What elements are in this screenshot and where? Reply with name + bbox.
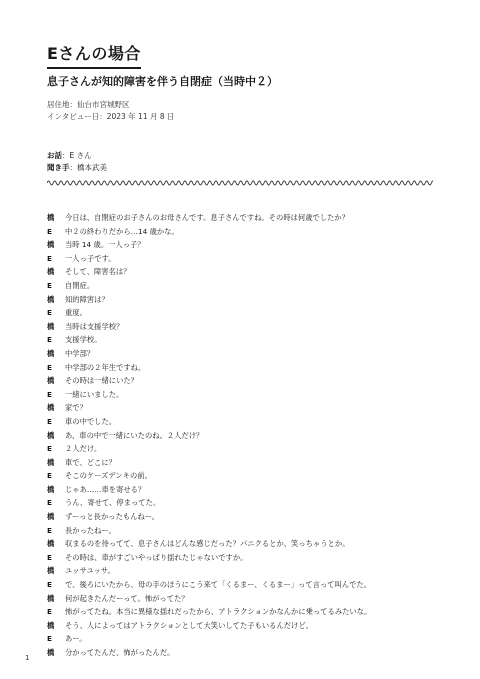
dialogue-line xyxy=(47,524,447,538)
dialogue-line xyxy=(47,361,447,375)
dialogue-text: 知的障害は？ xyxy=(65,294,109,304)
dialogue-line xyxy=(47,306,447,320)
dialogue-speaker: 橋 xyxy=(47,240,55,250)
dialogue-line xyxy=(47,456,447,470)
dialogue-speaker: 橋 xyxy=(47,376,55,386)
dialogue-speaker: E xyxy=(47,552,52,562)
page-number: 1 xyxy=(25,654,30,662)
dialogue-line xyxy=(47,225,447,239)
dialogue-speaker: 橋 xyxy=(47,620,55,630)
dialogue-line xyxy=(47,646,447,660)
dialogue-speaker: 橋 xyxy=(47,593,55,603)
page-title: Eさんの場合 xyxy=(47,41,141,69)
dialogue-line xyxy=(47,510,447,524)
dialogue-text: そして、障害名は？ xyxy=(65,267,131,277)
speaker-info xyxy=(47,150,92,161)
dialogue-speaker: E xyxy=(47,416,52,426)
dialogue-speaker: 橋 xyxy=(47,321,55,331)
dialogue-line xyxy=(47,496,447,510)
dialogue-line xyxy=(47,564,447,578)
dialogue-text: 今日は、自閉症のお子さんのお母さんです。息子さんですね。その時は何歳でしたか？ xyxy=(65,213,349,222)
dialogue-speaker: E xyxy=(47,362,52,372)
dialogue-line xyxy=(47,632,447,646)
dialogue-speaker: 橋 xyxy=(47,430,55,440)
interviewer-value: ：橋本武美 xyxy=(69,163,107,172)
dialogue-line xyxy=(47,442,447,456)
dialogue-text: 重度。 xyxy=(65,308,87,318)
interviewer-label: 聞き手 xyxy=(47,163,70,172)
dialogue-line xyxy=(47,252,447,266)
dialogue-text: 中学部？ xyxy=(65,348,95,358)
dialogue-speaker: E xyxy=(47,498,52,508)
dialogue-line xyxy=(47,551,447,565)
dialogue-speaker: E xyxy=(47,525,52,535)
dialogue-text: 支援学校。 xyxy=(65,335,102,345)
dialogue-speaker: 橋 xyxy=(47,348,55,358)
dialogue-speaker: 橋 xyxy=(47,457,55,467)
dialogue-text: 怖がってたね。本当に異様な揺れだったから、アトラクションかなんかに乗ってるみたいな。 xyxy=(65,607,372,617)
dialogue-line xyxy=(47,238,447,252)
dialogue-speaker: 橋 xyxy=(47,294,55,304)
dialogue-speaker: 橋 xyxy=(47,539,55,549)
dialogue-speaker: E xyxy=(47,253,52,263)
dialogue-speaker: E xyxy=(47,226,52,236)
dialogue-line xyxy=(47,347,447,361)
dialogue-text: 車の中でした。 xyxy=(65,416,117,426)
dialogue-text: ずーっと長かったもんねー。 xyxy=(65,512,160,522)
residence-text: 居住地：仙台市宮城野区 xyxy=(47,100,130,109)
dialogue-line xyxy=(47,293,447,307)
dialogue-line xyxy=(47,415,447,429)
dialogue-line xyxy=(47,592,447,606)
dialogue-speaker: E xyxy=(47,634,52,644)
dialogue-text: 長かったねー。 xyxy=(65,525,116,535)
dialogue-text: あ、車の中で一緒にいたのね。２人だけ？ xyxy=(65,430,204,440)
dialogue-speaker: E xyxy=(47,580,52,590)
dialogue-line xyxy=(47,333,447,347)
page-subtitle: 息子さんが知的障害を伴う自閉症（当時中２） xyxy=(47,75,278,88)
dialogue-speaker: 橋 xyxy=(47,403,55,413)
dialogue-line xyxy=(47,388,447,402)
dialogue-speaker: E xyxy=(47,444,52,454)
dialogue-text: で、後ろにいたから、母の手のほうにこう来て「くるまー、くるまー」って言って叫んでた。 xyxy=(65,580,372,590)
dialogue-text: 当時は支援学校？ xyxy=(65,321,124,331)
interviewer-info xyxy=(47,162,107,173)
dialogue-text: 収まるのを待ってて、息子さんはどんな感じだった？パニクるとか、笑っちゃうとか。 xyxy=(65,539,350,549)
dialogue-text: その時は一緒にいた？ xyxy=(65,376,138,386)
interview-date-text: インタビュー日：2023 年 11 月 8 日 xyxy=(47,112,175,121)
dialogue-line xyxy=(47,320,447,334)
dialogue-text: うん、寄せて、停まってた。 xyxy=(65,498,161,508)
dialogue-text: その時は、車がすごいやっぱり揺れたじゃないですか。 xyxy=(65,552,248,562)
dialogue-text: 車で、どこに？ xyxy=(65,457,116,467)
dialogue-speaker: E xyxy=(47,471,52,481)
dialogue-speaker: 橋 xyxy=(47,512,55,522)
dialogue-line xyxy=(47,469,447,483)
dialogue-text: 何が起きたんだーって。怖がってた？ xyxy=(65,593,189,603)
dialogue-line xyxy=(47,265,447,279)
dialogue-text: そこのケーズデンキの前。 xyxy=(65,471,152,481)
dialogue-speaker: E xyxy=(47,335,52,345)
dialogue-text: 分かってたんだ、怖がったんだ。 xyxy=(65,648,175,657)
dialogue-text: 一人っ子です。 xyxy=(65,253,116,263)
dialogue-text: 当時 14 歳。一人っ子？ xyxy=(65,240,145,250)
dialogue-text: 中２の終わりだから…14 歳かな。 xyxy=(65,226,179,236)
dialogue-line xyxy=(47,537,447,551)
dialogue-list xyxy=(47,211,447,660)
dialogue-speaker: E xyxy=(47,308,52,318)
dialogue-line xyxy=(47,211,447,225)
dialogue-speaker: 橋 xyxy=(47,213,55,222)
dialogue-line xyxy=(47,401,447,415)
dialogue-line xyxy=(47,605,447,619)
speaker-value: ：E さん xyxy=(62,151,92,160)
wavy-divider xyxy=(47,178,433,188)
dialogue-text: あー。 xyxy=(65,634,87,644)
dialogue-text: じゃあ……車を寄せる？ xyxy=(65,484,146,494)
dialogue-text: ２人だけ。 xyxy=(65,444,102,454)
dialogue-text: そう、人によってはアトラクションとして大笑いしてた子もいるんだけど。 xyxy=(65,620,313,630)
dialogue-speaker: 橋 xyxy=(47,648,55,657)
dialogue-text: 自閉症。 xyxy=(65,280,95,290)
dialogue-speaker: 橋 xyxy=(47,566,55,576)
dialogue-speaker: E xyxy=(47,389,52,399)
dialogue-line xyxy=(47,578,447,592)
dialogue-text: 一緒にいました。 xyxy=(65,389,124,399)
dialogue-speaker: E xyxy=(47,607,52,617)
dialogue-line xyxy=(47,483,447,497)
dialogue-line xyxy=(47,429,447,443)
dialogue-text: ユッサユッサ。 xyxy=(65,566,115,576)
dialogue-speaker: 橋 xyxy=(47,484,55,494)
dialogue-line xyxy=(47,279,447,293)
speaker-label: お話 xyxy=(47,151,62,160)
dialogue-speaker: E xyxy=(47,280,52,290)
dialogue-text: 中学部の２年生ですね。 xyxy=(65,362,146,372)
dialogue-line xyxy=(47,619,447,633)
dialogue-speaker: 橋 xyxy=(47,267,55,277)
dialogue-line xyxy=(47,374,447,388)
dialogue-text: 家で？ xyxy=(65,403,87,413)
